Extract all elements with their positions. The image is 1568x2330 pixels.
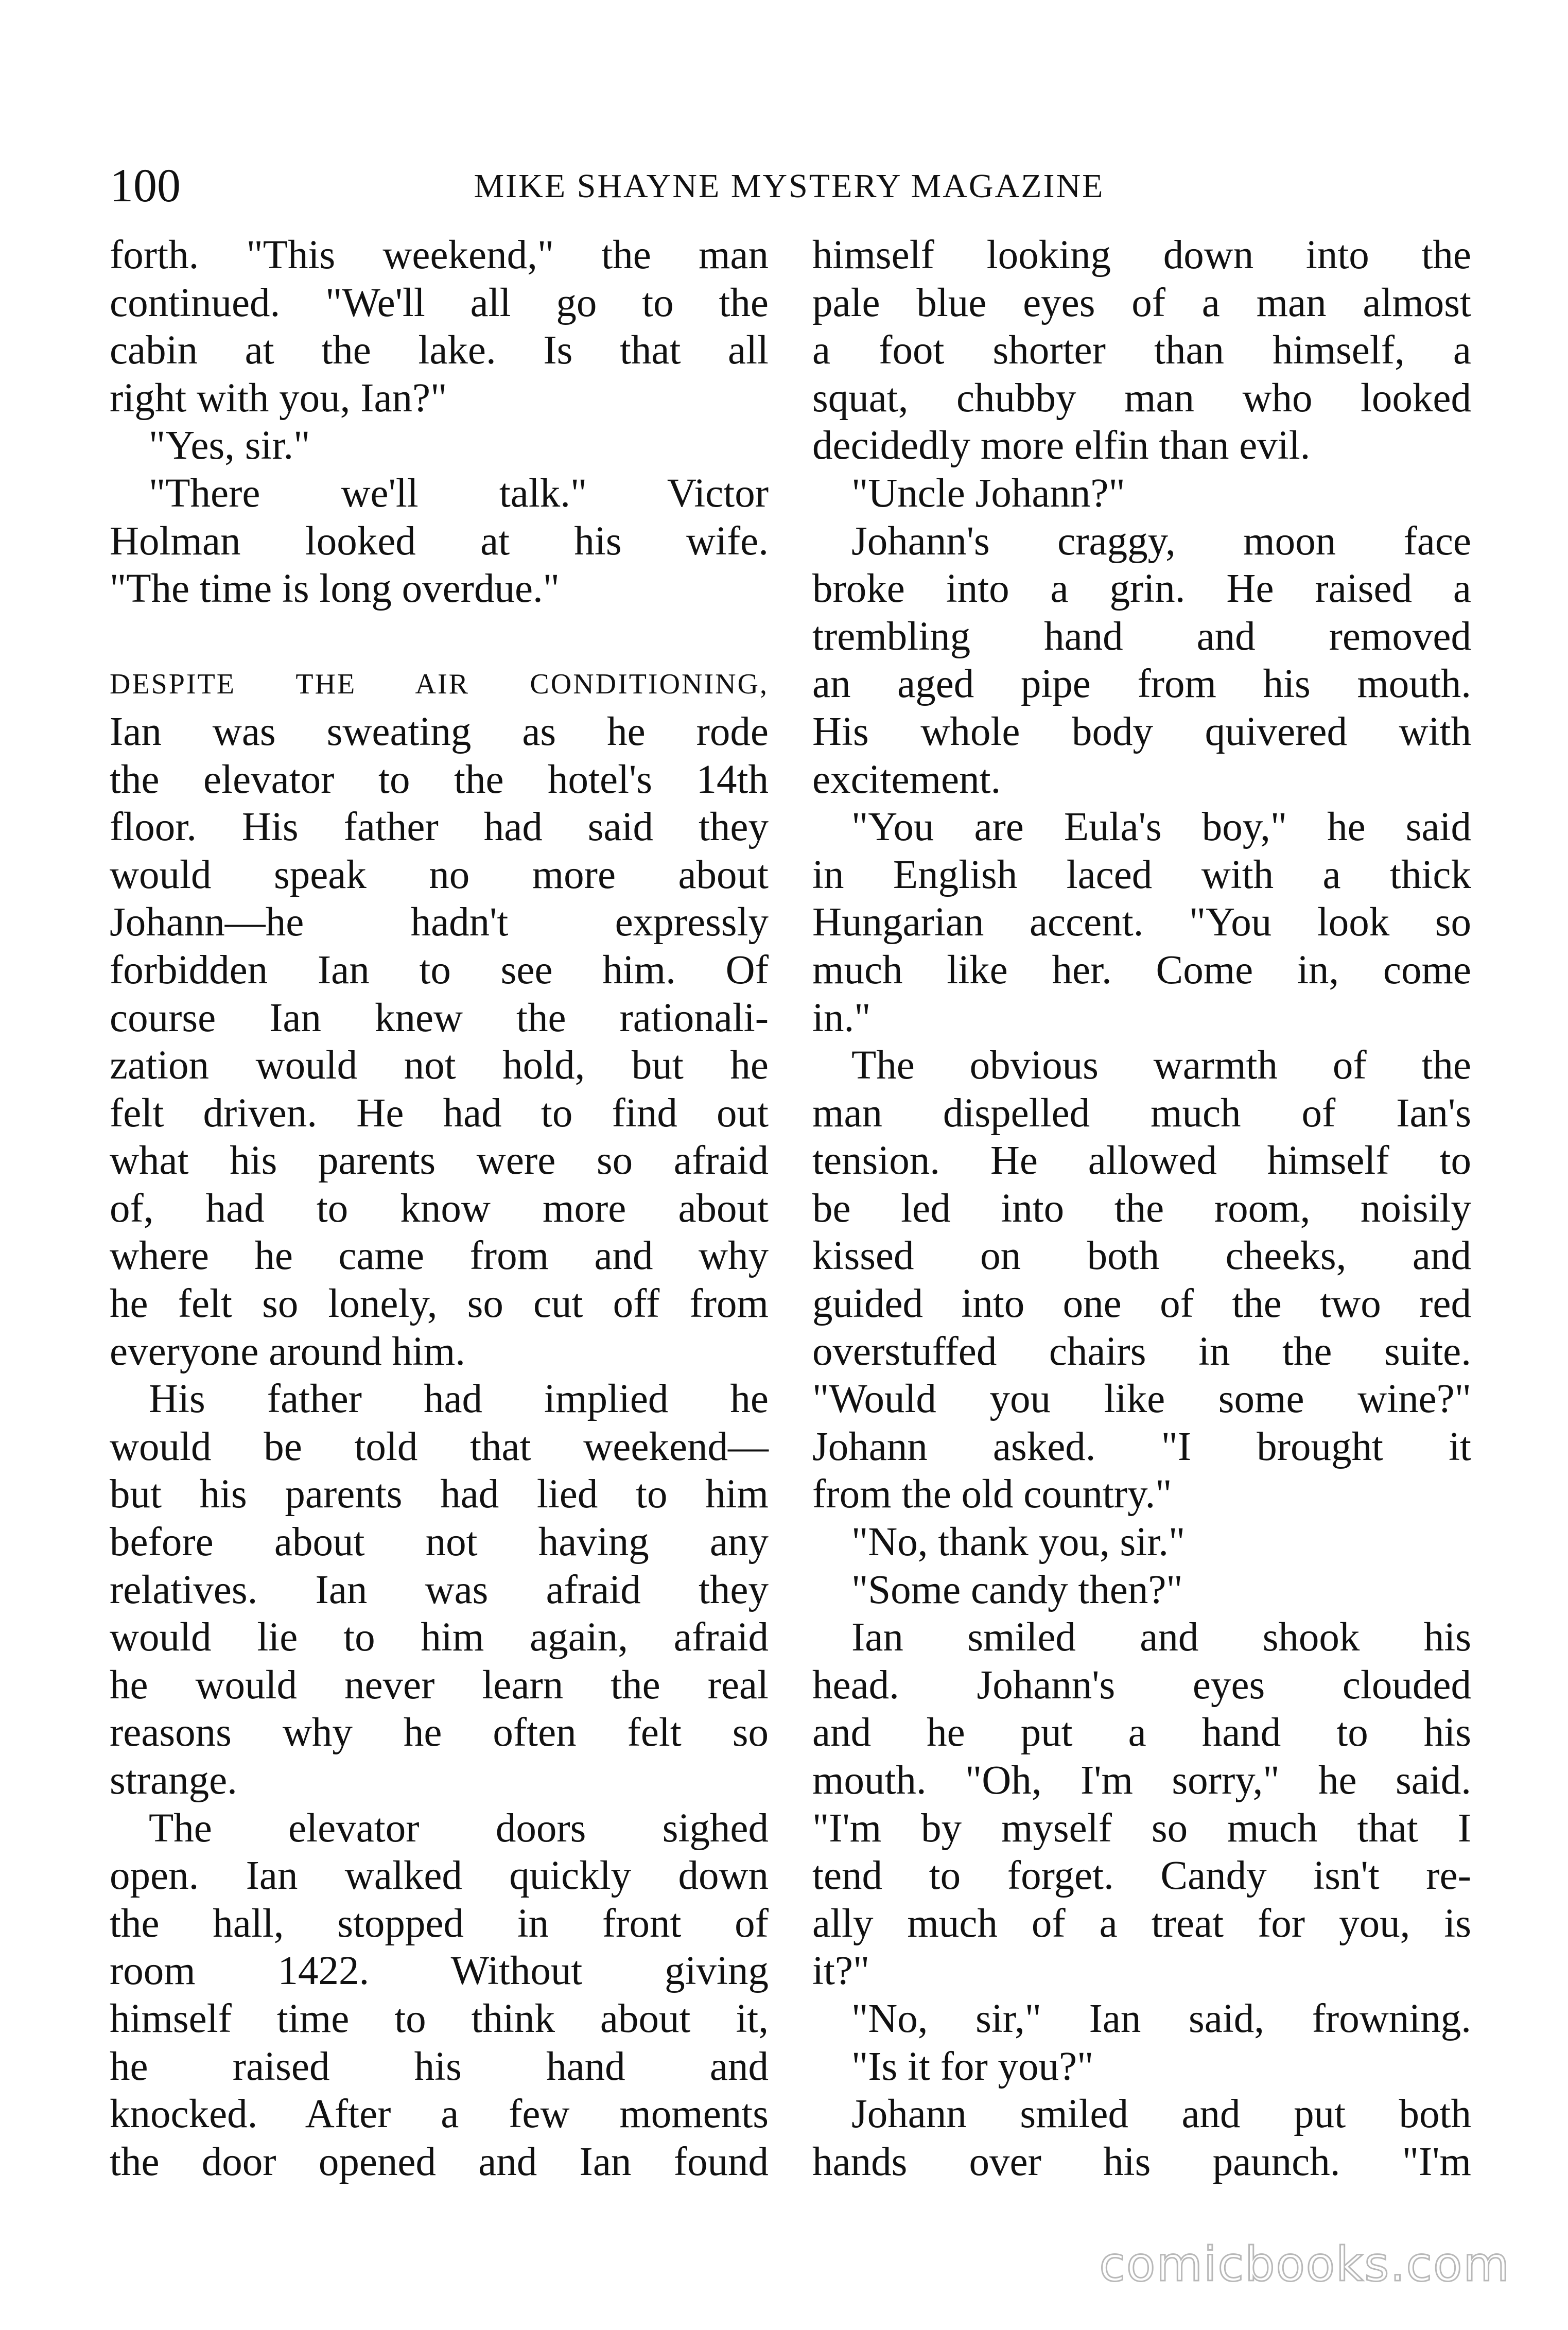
running-title: MIKE SHAYNE MYSTERY MAGAZINE xyxy=(474,167,1105,205)
watermark: comicbooks.com xyxy=(1099,2237,1510,2292)
text-line: room 1422. Without giving xyxy=(110,1949,769,1994)
text-line: a foot shorter than himself, a xyxy=(812,328,1471,373)
text-line: kissed on both cheeks, and xyxy=(812,1233,1471,1279)
text-line: strange. xyxy=(110,1758,237,1803)
text-line: the hall, stopped in front of xyxy=(110,1901,769,1946)
text-line: Ian was sweating as he rode xyxy=(110,709,769,754)
text-line: he felt so lonely, so cut off from xyxy=(110,1281,769,1327)
text-line: he would never learn the real xyxy=(110,1662,769,1708)
text-line: Johann smiled and put both xyxy=(851,2092,1471,2137)
text-line: of, had to know more about xyxy=(110,1186,769,1231)
text-line: "You are Eula's boy," he said xyxy=(851,805,1471,850)
text-line: knocked. After a few moments xyxy=(110,2092,769,2137)
text-line: broke into a grin. He raised a xyxy=(812,566,1471,612)
text-line: The elevator doors sighed xyxy=(149,1805,769,1851)
text-line: mouth. "Oh, I'm sorry," he said. xyxy=(812,1758,1471,1803)
page-header xyxy=(110,157,1469,224)
text-line: excitement. xyxy=(812,757,1001,802)
text-line: the door opened and Ian found xyxy=(110,2139,769,2184)
text-line: but his parents had lied to him xyxy=(110,1472,769,1517)
text-line: zation would not hold, but he xyxy=(110,1043,769,1088)
text-line: course Ian knew the rationali- xyxy=(110,995,769,1040)
text-line: pale blue eyes of a man almost xyxy=(812,280,1471,325)
page-number: 100 xyxy=(110,159,181,212)
text-line: trembling hand and removed xyxy=(812,614,1471,659)
text-line: what his parents were so afraid xyxy=(110,1138,769,1184)
text-line: "The time is long overdue." xyxy=(110,566,560,612)
text-line: guided into one of the two red xyxy=(812,1281,1471,1327)
text-line: "Is it for you?" xyxy=(851,2044,1094,2089)
left-text-column xyxy=(110,232,769,2186)
text-line: Johann—he hadn't expressly xyxy=(110,900,769,945)
text-line: Holman looked at his wife. xyxy=(110,518,769,564)
text-line: an aged pipe from his mouth. xyxy=(812,662,1471,707)
text-line: everyone around him. xyxy=(110,1329,466,1374)
text-line: "I'm by myself so much that I xyxy=(812,1805,1471,1851)
text-line: Johann's craggy, moon face xyxy=(851,518,1471,564)
text-line: His father had implied he xyxy=(149,1377,769,1422)
text-line: felt driven. He had to find out xyxy=(110,1090,769,1136)
text-line: he raised his hand and xyxy=(110,2044,769,2089)
text-line: himself looking down into the xyxy=(812,233,1471,277)
text-line: from the old country." xyxy=(812,1472,1172,1517)
text-line: much like her. Come in, come xyxy=(812,947,1471,993)
text-line: floor. His father had said they xyxy=(110,805,769,850)
text-line: in English laced with a thick xyxy=(812,852,1471,897)
text-line: relatives. Ian was afraid they xyxy=(110,1567,769,1612)
text-line: His whole body quivered with xyxy=(812,709,1471,754)
text-line: where he came from and why xyxy=(110,1233,769,1279)
text-line: tension. He allowed himself to xyxy=(812,1138,1471,1184)
text-line: "There we'll talk." Victor xyxy=(149,471,769,516)
text-line: the elevator to the hotel's 14th xyxy=(110,757,769,802)
text-line: be led into the room, noisily xyxy=(812,1186,1471,1231)
text-line: and he put a hand to his xyxy=(812,1710,1471,1755)
text-line: ally much of a treat for you, is xyxy=(812,1901,1471,1946)
text-line: right with you, Ian?" xyxy=(110,375,447,421)
text-line: squat, chubby man who looked xyxy=(812,375,1471,421)
text-line: himself time to think about it, xyxy=(110,1996,769,2041)
text-line: man dispelled much of Ian's xyxy=(812,1090,1471,1136)
text-line: head. Johann's eyes clouded xyxy=(812,1662,1471,1708)
text-line: would lie to him again, afraid xyxy=(110,1615,769,1660)
text-line: "No, thank you, sir." xyxy=(851,1520,1186,1565)
text-line xyxy=(110,613,769,661)
text-line: tend to forget. Candy isn't re- xyxy=(812,1853,1471,1899)
text-line: cabin at the lake. Is that all xyxy=(110,328,769,373)
text-line: would be told that weekend— xyxy=(110,1424,769,1469)
text-line: forth. "This weekend," the man xyxy=(110,233,769,277)
text-line: The obvious warmth of the xyxy=(851,1043,1471,1088)
text-line: forbidden Ian to see him. Of xyxy=(110,947,769,993)
text-line: Ian smiled and shook his xyxy=(851,1615,1471,1660)
text-line: hands over his paunch. "I'm xyxy=(812,2139,1471,2184)
text-line: "Yes, sir." xyxy=(149,423,310,468)
text-line: in." xyxy=(812,995,871,1040)
text-line: Johann asked. "I brought it xyxy=(812,1424,1471,1469)
text-line: reasons why he often felt so xyxy=(110,1710,769,1755)
text-line: "Would you like some wine?" xyxy=(812,1377,1471,1422)
text-line: it?" xyxy=(812,1949,870,1994)
text-line: open. Ian walked quickly down xyxy=(110,1853,769,1899)
text-line: before about not having any xyxy=(110,1520,769,1565)
text-line: DESPITE THE AIR CONDITIONING, xyxy=(110,668,769,701)
text-line: continued. "We'll all go to the xyxy=(110,280,769,325)
text-line: decidedly more elfin than evil. xyxy=(812,423,1311,468)
text-line: overstuffed chairs in the suite. xyxy=(812,1329,1471,1374)
text-line: would speak no more about xyxy=(110,852,769,897)
text-line: "Uncle Johann?" xyxy=(851,471,1125,516)
right-text-column xyxy=(812,232,1471,2186)
text-line: Hungarian accent. "You look so xyxy=(812,900,1471,945)
text-line: "Some candy then?" xyxy=(851,1567,1183,1612)
text-line: "No, sir," Ian said, frowning. xyxy=(851,1996,1471,2041)
